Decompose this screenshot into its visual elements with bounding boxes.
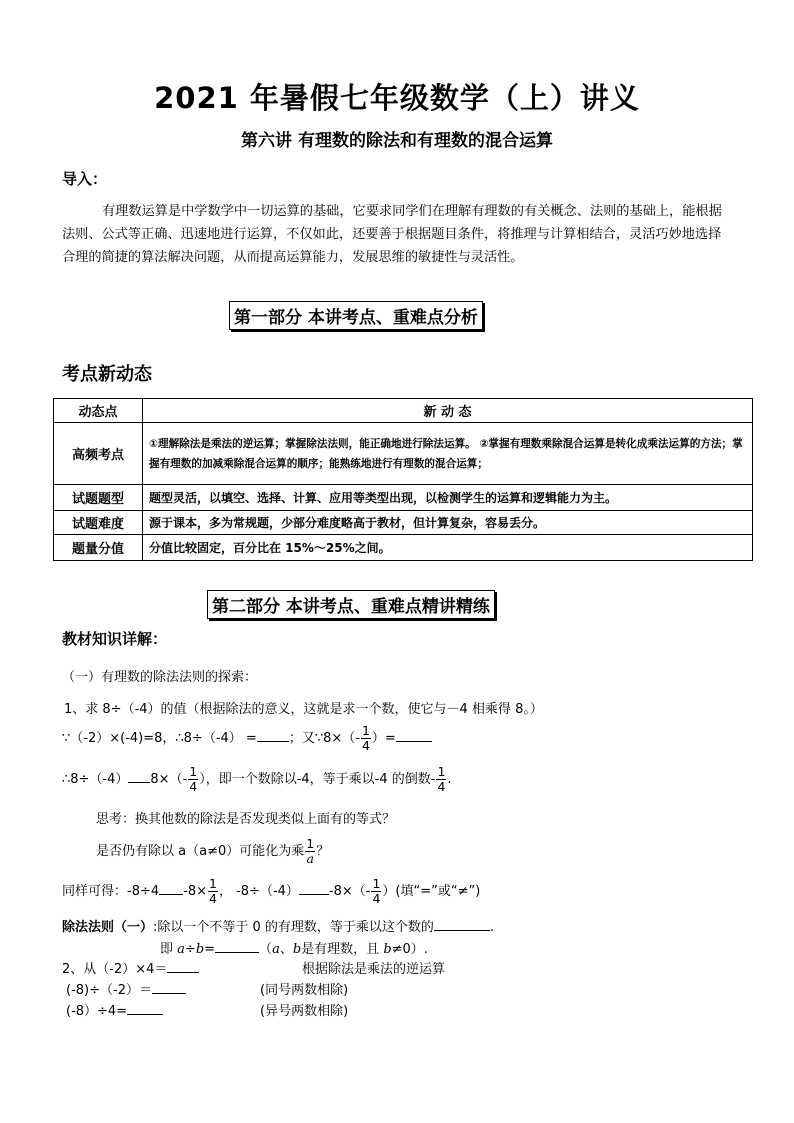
table-row-value: 源于课本，多为常规题，少部分难度略高于教材，但计算复杂，容易丢分。 [143, 511, 753, 535]
similarly-e: ）(填“=”或“≠”) [382, 884, 481, 899]
fraction-one-quarter: $\frac{1}{4}$ [209, 876, 217, 906]
similarly-b: -8× [183, 884, 207, 899]
think-2-a: 是否仍有除以 a（a≠0）可能化为乘 [96, 844, 305, 859]
table-row [54, 485, 753, 511]
division-rule-end: . [489, 920, 495, 935]
division-rule-1 [62, 916, 494, 935]
table-row-label: 高频考点 [54, 423, 143, 485]
answer-blank[interactable] [215, 952, 259, 953]
question-2-diff-sign: (-8）÷4= [66, 1000, 163, 1019]
similarly-a: 同样可得：-8÷4 [62, 884, 160, 899]
line-therefore-b: 8×（- [150, 772, 188, 787]
table-row-label: 试题难度 [54, 511, 143, 535]
part1-heading: 第一部分 本讲考点、重难点分析 [229, 301, 483, 330]
answer-blank[interactable] [434, 930, 490, 931]
answer-blank[interactable] [299, 894, 329, 895]
think-2 [96, 836, 329, 868]
part2-heading: 第二部分 本讲考点、重难点精讲精练 [207, 590, 495, 619]
line-therefore-c: ），即一个数除以-4，等于乘以-4 的倒数- [199, 772, 436, 787]
question-2-note: 根据除法是乘法的逆运算 [302, 962, 446, 977]
line-because-a: ∵（-2）×(-4)=8，∴8÷（-4） = [62, 731, 257, 746]
similarly-d: -8×（- [328, 884, 371, 899]
fraction-one-quarter: $\frac{1}{4}$ [361, 723, 370, 753]
section-division-rule: （一）有理数的除法法则的探索： [62, 670, 258, 685]
line-because [62, 724, 432, 753]
line-therefore [62, 764, 452, 796]
table-header-row [54, 399, 753, 423]
diff-sign-note: (异号两数相除) [260, 1004, 349, 1019]
answer-blank[interactable] [127, 1014, 163, 1015]
fraction-one-quarter: $\frac{1}{4}$ [189, 764, 198, 794]
answer-blank[interactable] [128, 782, 150, 783]
table-row-label: 题量分值 [54, 535, 143, 561]
answer-blank[interactable] [396, 741, 432, 742]
think-2-b: ？ [316, 844, 330, 859]
table-row [54, 423, 753, 485]
line-because-c: ）= [371, 731, 396, 746]
answer-blank[interactable] [167, 972, 199, 973]
table-header-right: 新 动 态 [143, 399, 753, 423]
table-row [54, 535, 753, 561]
line-therefore-d: . [447, 772, 452, 787]
question-1: 1、求 8÷（-4）的值（根据除法的意义，这就是求一个数，使它与－4 相乘得 8。） [64, 702, 543, 717]
answer-blank[interactable] [159, 894, 183, 895]
table-row [54, 511, 753, 535]
question-2: 2、从（-2）×4＝ [62, 958, 199, 977]
fraction-one-over-a: $\frac{1}{a}$ [306, 836, 315, 866]
division-rule-formula: 即 a÷b= （a、b是有理数，且 b≠0）. [160, 942, 428, 957]
division-rule-text: :除以一个不等于 0 的有理数，等于乘以这个数的 [153, 920, 434, 935]
similarly-c: ， -8÷（-4） [218, 884, 299, 899]
line-therefore-a: ∴8÷（-4） [62, 772, 129, 787]
table-row-value: 题型灵活，以填空、选择、计算、应用等类型出现，以检测学生的运算和逻辑能力为主。 [143, 485, 753, 511]
division-rule-label: 除法法则（一） [62, 920, 154, 935]
line-because-b: ；又∵8×（- [288, 731, 360, 746]
fraction-one-quarter: $\frac{1}{4}$ [372, 876, 381, 906]
table-row-value: 分值比较固定，百分比在 15%～25%之间。 [143, 535, 753, 561]
table-row-value: ①理解除法是乘法的逆运算；掌握除法法则，能正确地进行除法运算。 ②掌握有理数乘除混合运算是转化成乘法运算的方法；掌握有理数的加减乘除混合运算的顺序；能熟练地进行有理数的混合运算； [143, 423, 753, 485]
same-sign-note: (同号两数相除) [260, 983, 349, 998]
exam-points-table [53, 398, 753, 561]
answer-blank[interactable] [257, 741, 289, 742]
think-1: 思考：换其他数的除法是否发现类似上面有的等式？ [96, 812, 396, 827]
line-similarly [62, 876, 480, 908]
answer-blank[interactable] [152, 993, 186, 994]
table-header-left: 动态点 [54, 399, 143, 423]
intro-paragraph: 有理数运算是中学数学中一切运算的基础，它要求同学们在理解有理数的有关概念、法则的基础上，能根据法则、公式等正确、迅速地进行运算，不仅如此，还要善于根据题目条件，将推理与计算相结合，灵活巧妙地选择合理的简捷的算法解决问题，从而提高运算能力，发展思维的敏捷性与灵活性。 [62, 204, 722, 265]
exam-dynamics-heading: 考点新动态 [62, 364, 152, 385]
question-2-same-sign: (-8)÷（-2）＝ [66, 979, 186, 998]
knowledge-heading: 教材知识详解： [62, 630, 168, 648]
table-row-label: 试题题型 [54, 485, 143, 511]
document-title: 2021 年暑假七年级数学（上）讲义 [154, 81, 640, 115]
lecture-subtitle: 第六讲 有理数的除法和有理数的混合运算 [241, 131, 553, 151]
intro-heading: 导入： [62, 170, 108, 188]
fraction-one-quarter: $\frac{1}{4}$ [437, 764, 446, 794]
